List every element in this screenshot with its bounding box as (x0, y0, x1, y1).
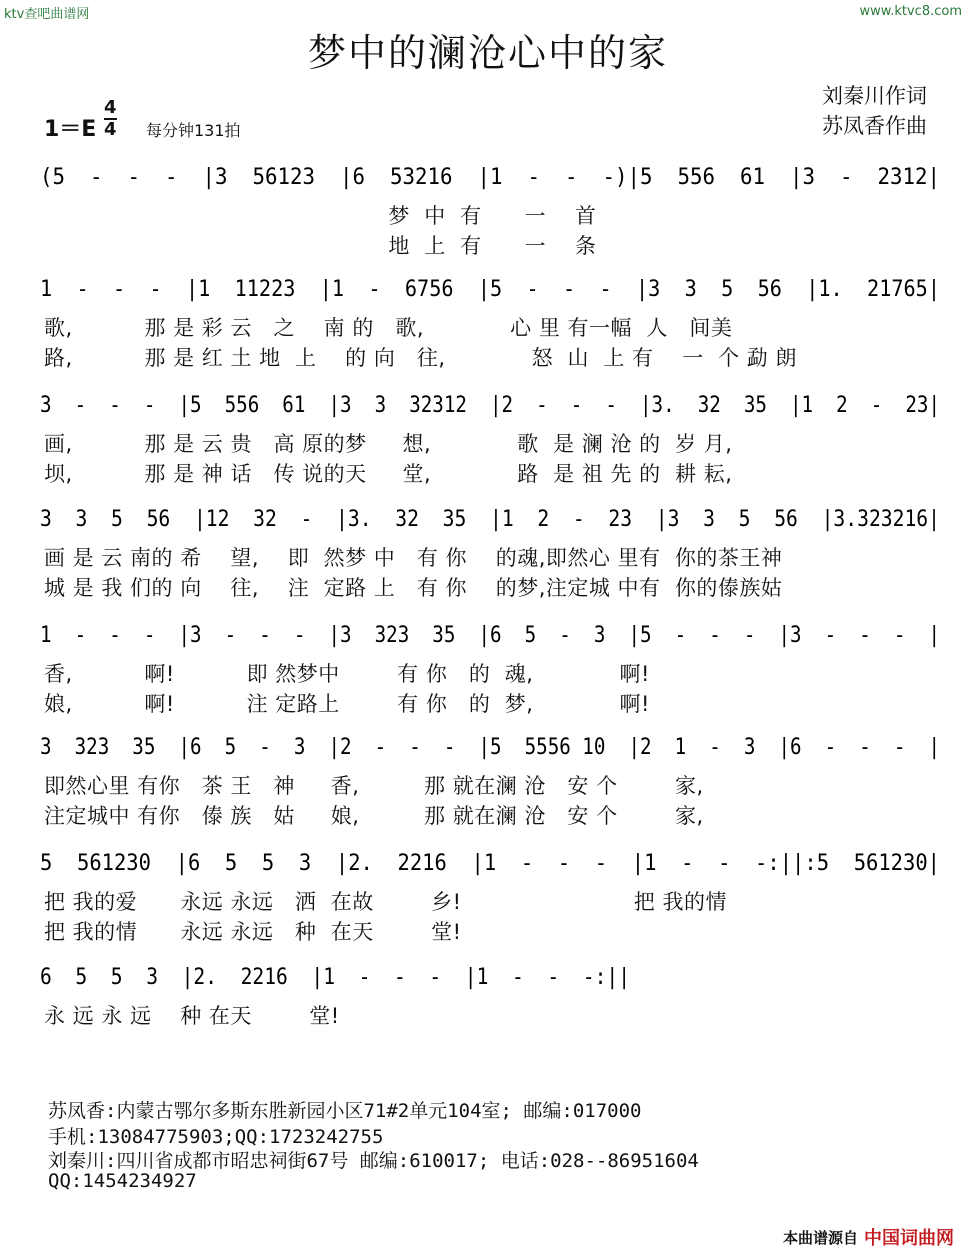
lyric-line-2: 坝, 那 是 神 话 传 说的天 堂, 路 是 祖 先 的 耕 耘, (44, 462, 733, 486)
lyric-line-2: 把 我的情 永远 永远 种 在天 堂! (44, 920, 462, 944)
lyricist-credit: 刘秦川作词 (822, 84, 927, 108)
watermark-left: ktv查吧曲谱网 (4, 7, 90, 22)
lyric-line-2: 娘, 啊! 注 定路上 有 你 的 梦, 啊! (44, 692, 650, 716)
lyric-line-1: 把 我的爱 永远 永远 洒 在故 乡! 把 我的情 (44, 890, 727, 914)
lyric-line-2: 城 是 我 们的 向 往, 注 定路 上 有 你 的梦,注定城 中有 你的傣族姑 (44, 576, 783, 600)
song-title: 梦中的澜沧心中的家 (307, 31, 668, 75)
contact-line-4: QQ:1454234927 (48, 1170, 197, 1192)
time-signature (104, 98, 117, 140)
tempo-marking: 每分钟131拍 (146, 121, 241, 140)
lyric-line-1: 永 远 永 远 种 在天 堂! (44, 1004, 340, 1028)
contact-line-3: 刘秦川:四川省成都市昭忠祠街67号 邮编:610017; 电话:028--86951604 (48, 1150, 699, 1172)
lyric-line-1: 香, 啊! 即 然梦中 有 你 的 魂, 啊! (44, 662, 650, 686)
notation-line (40, 618, 950, 652)
notation-line (40, 960, 640, 994)
lyric-line-2: 地 上 有 一 条 (44, 234, 597, 258)
contact-line-2: 手机:13084775903;QQ:1723242755 (48, 1126, 384, 1148)
note-text: (5 - - - |3 56123 |6 53216 |1 - - -)|5 556 61 |3 - 2312| (40, 165, 940, 190)
composer-credit: 苏凤香作曲 (822, 114, 927, 138)
lyric-line-1: 梦 中 有 一 首 (44, 204, 597, 228)
time-signature-bottom: 4 (104, 119, 117, 140)
note-text: 3 323 35 |6 5 - 3 |2 - - - |5 5556 10 |2 1 - 3 |6 - - - | (40, 735, 940, 760)
lyric-line-1: 画 是 云 南的 希 望, 即 然梦 中 有 你 的魂,即然心 里有 你的茶王神 (44, 546, 783, 570)
key-signature: 1＝E (44, 117, 97, 142)
notation-line (40, 388, 950, 422)
lyric-line-1: 歌, 那 是 彩 云 之 南 的 歌, 心 里 有一幅 人 间美 (44, 316, 733, 340)
notation-line (40, 502, 950, 536)
source-label: 本曲谱源自 (782, 1229, 858, 1247)
note-text: 1 - - - |1 11223 |1 - 6756 |5 - - - |3 3 5 56 |1. 21765| (40, 277, 940, 302)
notation-line (40, 272, 950, 306)
lyric-line-1: 即然心里 有你 茶 王 神 香, 那 就在澜 沧 安 个 家, (44, 774, 704, 798)
notation-line (40, 730, 950, 764)
source-site-link[interactable]: 中国词曲网 (864, 1228, 954, 1249)
lyric-line-1: 画, 那 是 云 贵 高 原的梦 想, 歌 是 澜 沧 的 岁 月, (44, 432, 733, 456)
note-text: 5 561230 |6 5 5 3 |2. 2216 |1 - - - |1 - - -:||:5 561230| (40, 851, 940, 876)
lyric-line-2: 注定城中 有你 傣 族 姑 娘, 那 就在澜 沧 安 个 家, (44, 804, 704, 828)
time-signature-top: 4 (104, 97, 117, 118)
note-text: 3 - - - |5 556 61 |3 3 32312 |2 - - - |3. 32 35 |1 2 - 23| (40, 393, 940, 418)
note-text: 1 - - - |3 - - - |3 323 35 |6 5 - 3 |5 - - - |3 - - - | (40, 623, 940, 648)
notation-line (40, 160, 950, 194)
watermark-right: www.ktvc8.com (859, 4, 962, 19)
lyric-line-2: 路, 那 是 红 土 地 上 的 向 往, 怒 山 上 有 一 个 勐 朗 (44, 346, 797, 370)
note-text: 6 5 5 3 |2. 2216 |1 - - - |1 - - -:|| (40, 965, 630, 990)
note-text: 3 3 5 56 |12 32 - |3. 32 35 |1 2 - 23 |3 3 5 56 |3.323216| (40, 507, 940, 532)
contact-line-1: 苏凤香:内蒙古鄂尔多斯东胜新园小区71#2单元104室; 邮编:017000 (48, 1100, 642, 1122)
notation-line (40, 846, 950, 880)
